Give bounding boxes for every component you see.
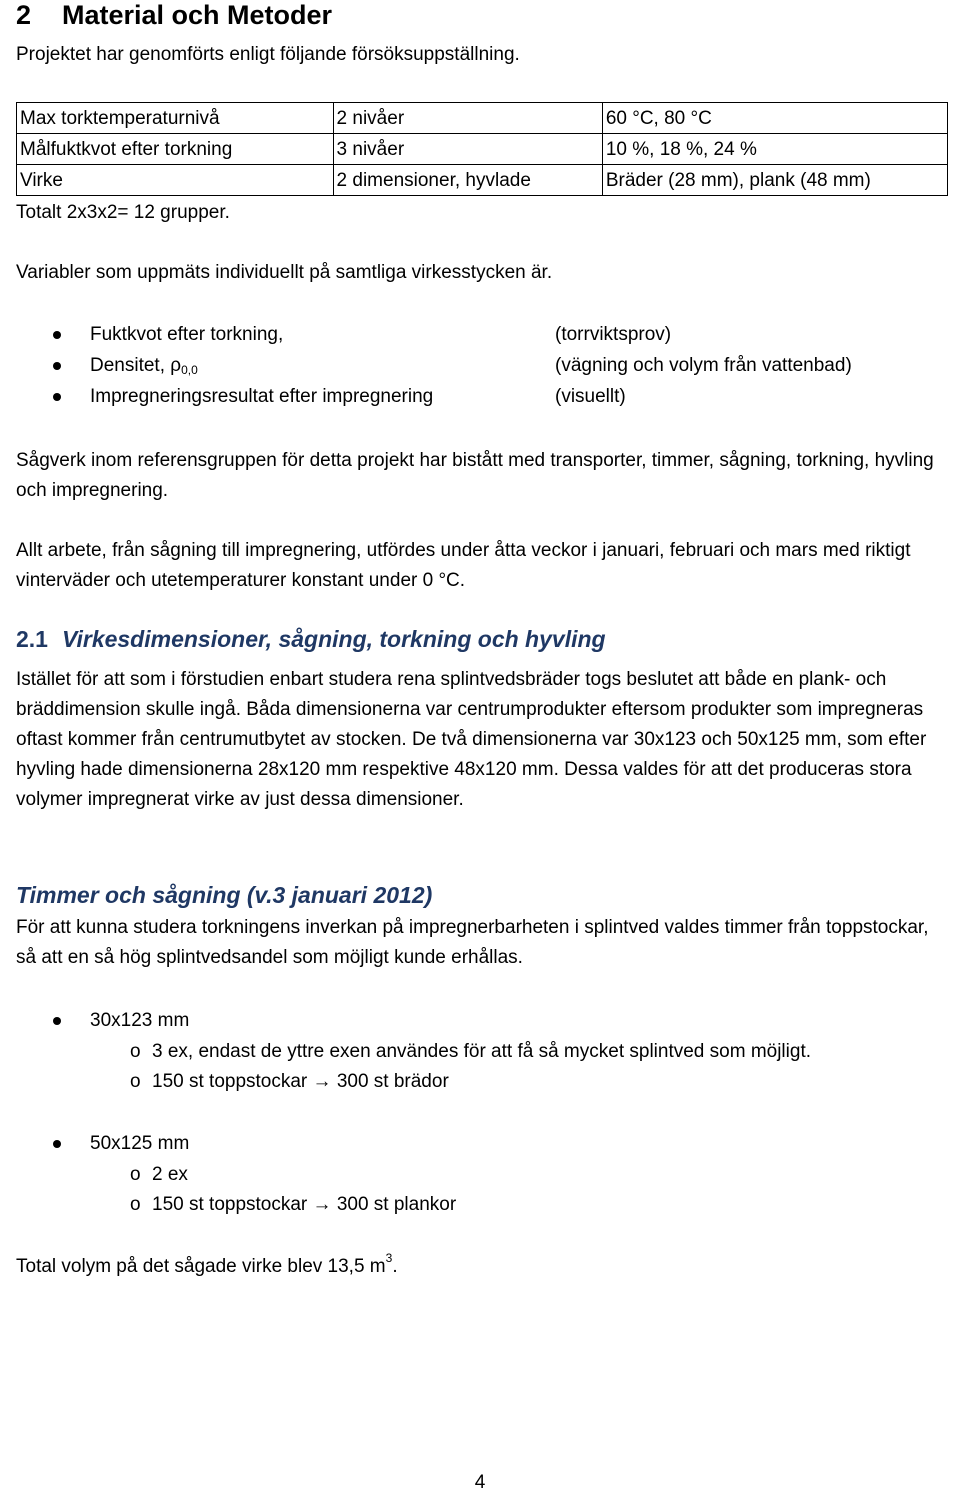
sub-bullet-icon: o [130,1041,141,1062]
dimension-label: 30x123 mm [90,1010,190,1031]
section-title: Material och Metoder [62,0,333,30]
table-row [17,134,948,165]
table-cell: Virke [17,165,334,196]
bullet-icon [53,331,61,339]
section-heading [16,0,332,30]
page-number: 4 [474,1472,486,1493]
table-cell: 3 nivåer [333,134,602,165]
sub-bullet-icon: o [130,1194,141,1215]
bullet-icon [53,362,61,370]
variable-name: Impregneringsresultat efter impregnering [90,386,434,407]
paragraph-timmer: För att kunna studera torkningens inverkan på impregnerbarheten i splintved valdes timmer från toppstockar, så att en så hög splintvedsandel som möjligt kunde erhållas. [16,917,929,968]
sub-list-item: o 2 ex [130,1160,188,1190]
setup-table [16,102,948,196]
table-cell: 2 dimensioner, hyvlade [333,165,602,196]
table-cell: Max torktemperaturnivå [17,103,334,134]
table-cell: 2 nivåer [333,103,602,134]
subsection-number: 2.1 [16,626,48,652]
bullet-icon [53,1140,61,1148]
variable-method: (vägning och volym från vattenbad) [555,355,852,376]
variable-method: (torrviktsprov) [555,324,672,345]
list-item [16,320,948,351]
sub-list-item: o 150 st toppstockar → 300 st plankor [130,1190,456,1220]
total-volume: Total volym på det sågade virke blev 13,5 $m^3$. [16,1251,398,1277]
table-cell: 10 %, 18 %, 24 % [602,134,947,165]
paragraph-sagverk: Sågverk inom referensgruppen för detta projekt har bistått med transporter, timmer, sågning, torkning, hyvling och impregnering. [16,450,934,501]
subscript: 0,0 [181,363,198,377]
sub-bullet-icon: o [130,1071,141,1092]
timmer-heading: Timmer och sågning (v.3 januari 2012) [16,882,433,908]
table-row [17,165,948,196]
sub-list-item: o 3 ex, endast de yttre exen användes för att få så mycket splintved som möjligt. [130,1037,811,1067]
subsection-heading [16,624,606,654]
table-cell: 60 °C, 80 °C [602,103,947,134]
variable-name: Densitet, $\rho_{0,0}$ [90,355,198,377]
variables-intro: Variabler som uppmäts individuellt på samtliga virkesstycken är. [16,262,553,283]
variable-method: (visuellt) [555,386,626,407]
list-item [16,351,948,382]
list-item [16,382,948,413]
intro-paragraph: Projektet har genomförts enligt följande försöksuppställning. [16,44,520,65]
dimension-item [16,1129,948,1159]
table-cell: Målfuktkvot efter torkning [17,134,334,165]
sub-list-item: o 150 st toppstockar → 300 st brädor [130,1067,449,1097]
variables-list [16,320,948,413]
sub-bullet-icon: o [130,1164,141,1185]
subsection-title: Virkesdimensioner, sågning, torkning och hyvling [61,626,606,652]
paragraph-arbete: Allt arbete, från sågning till impregnering, utfördes under åtta veckor i januari, februari och mars med riktigt vinterväder och utetemperaturer konstant under 0 °C. [16,540,911,591]
dimension-item [16,1006,948,1036]
bullet-icon [53,393,61,401]
variable-name: Fuktkvot efter torkning, [90,324,284,345]
table-row [17,103,948,134]
section-number: 2 [16,0,32,30]
superscript: 3 [385,1251,393,1265]
paragraph-virkesdimensioner: Istället för att som i förstudien enbart studera rena splintvedsbräder togs beslutet att både en plank- och bräddimension skulle ingå. Båda dimensionerna var centrumprodukter eftersom produkter som impregneras oftast kommer från centrumutbytet av stocken. De två dimensionerna var 30x123 och 50x125 mm, som efter hyvling hade dimensionerna 28x120 mm respektive 48x120 mm. Dessa valdes för att det produceras stora volymer impregnerat virke av just dessa dimensioner. [16,669,927,810]
table-cell: Bräder (28 mm), plank (48 mm) [602,165,947,196]
bullet-icon [53,1017,61,1025]
dimension-label: 50x125 mm [90,1133,190,1154]
total-groups: Totalt 2x3x2= 12 grupper. [16,202,230,223]
